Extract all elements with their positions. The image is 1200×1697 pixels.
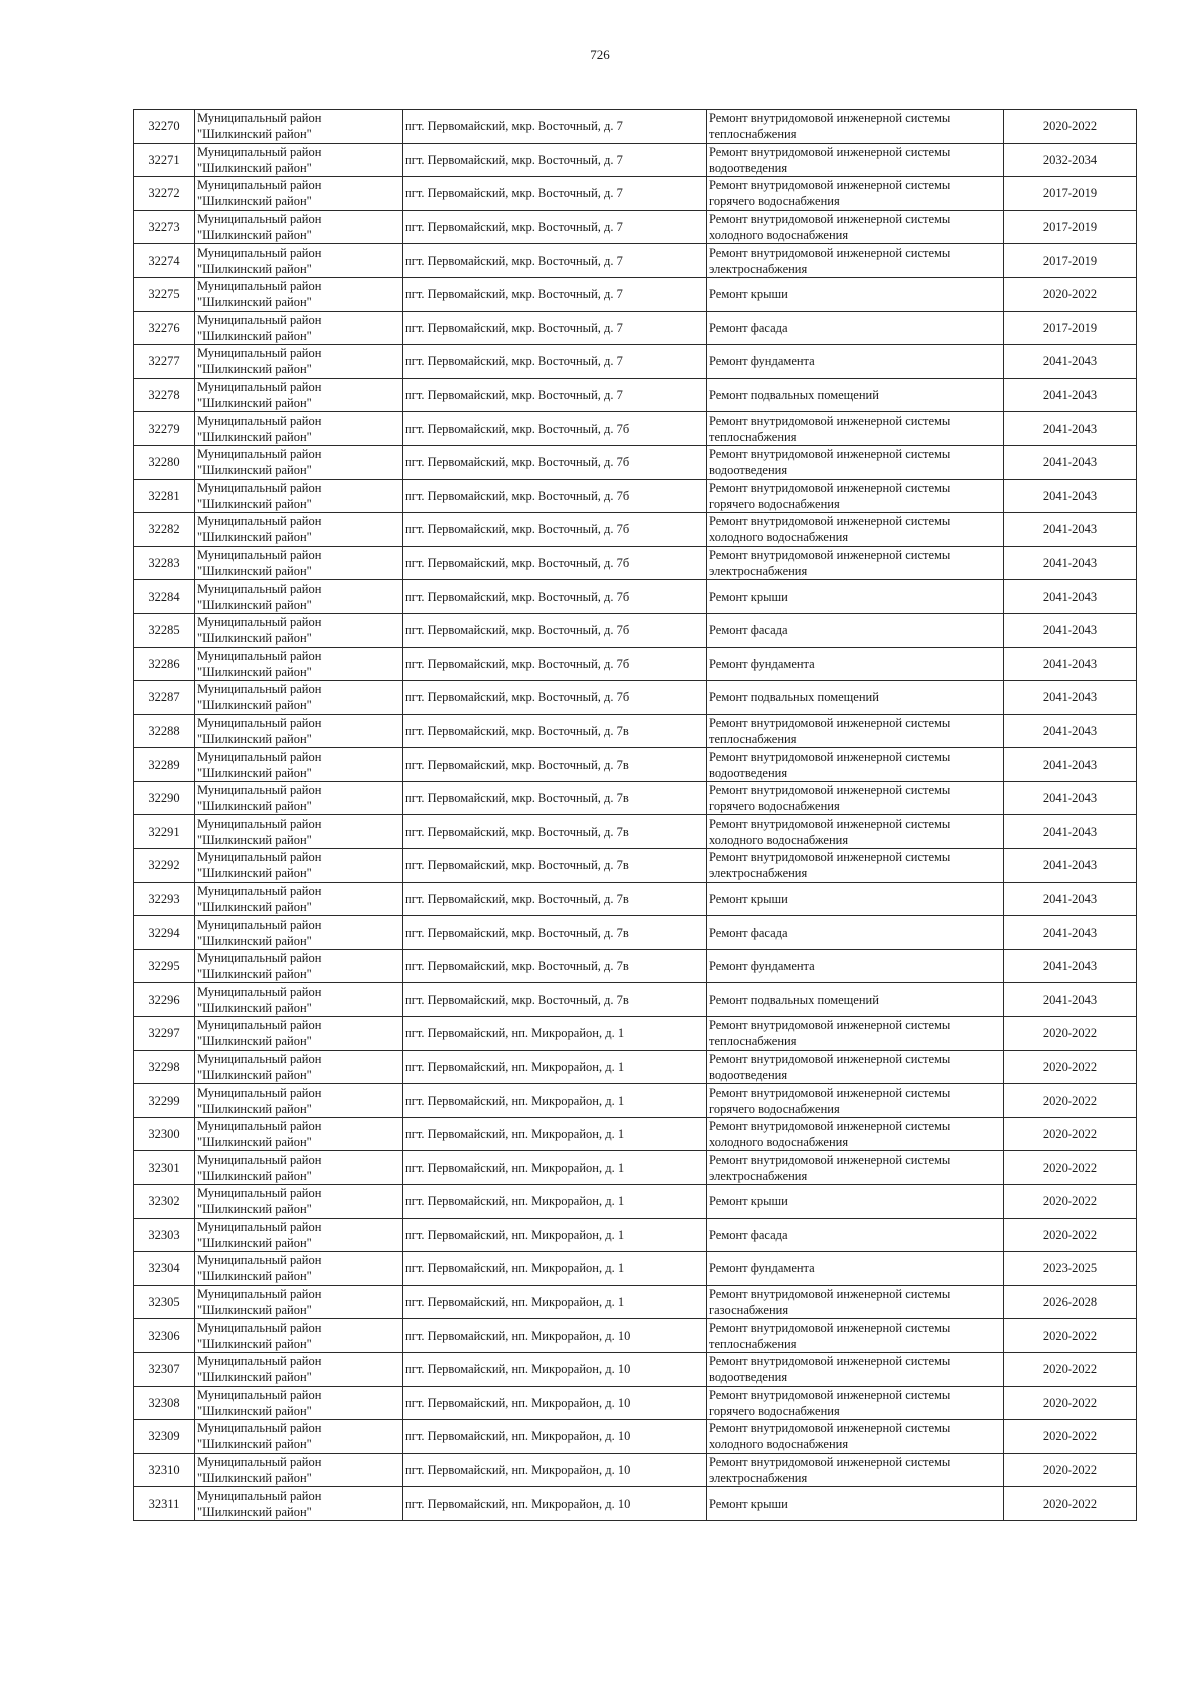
table-row: [134, 513, 1137, 547]
address-cell: пгт. Первомайский, мкр. Восточный, д. 7в: [403, 714, 707, 748]
table-row: [134, 815, 1137, 849]
table-row: [134, 781, 1137, 815]
municipality-cell: Муниципальный район "Шилкинский район": [195, 1252, 403, 1286]
municipality-cell: Муниципальный район "Шилкинский район": [195, 1319, 403, 1353]
work-type-cell: Ремонт внутридомовой инженерной системы электроснабжения: [707, 546, 1004, 580]
address-cell: пгт. Первомайский, мкр. Восточный, д. 7б: [403, 513, 707, 547]
row-number-cell: 32292: [134, 849, 195, 883]
period-cell: 2020-2022: [1004, 1117, 1137, 1151]
row-number-cell: 32296: [134, 983, 195, 1017]
table-row: [134, 580, 1137, 614]
work-type-cell: Ремонт внутридомовой инженерной системы холодного водоснабжения: [707, 210, 1004, 244]
period-cell: 2017-2019: [1004, 311, 1137, 345]
municipality-cell: Муниципальный район "Шилкинский район": [195, 1084, 403, 1118]
period-cell: 2020-2022: [1004, 1017, 1137, 1051]
address-cell: пгт. Первомайский, мкр. Восточный, д. 7б: [403, 479, 707, 513]
row-number-cell: 32301: [134, 1151, 195, 1185]
municipality-cell: Муниципальный район "Шилкинский район": [195, 546, 403, 580]
address-cell: пгт. Первомайский, нп. Микрорайон, д. 10: [403, 1319, 707, 1353]
address-cell: пгт. Первомайский, нп. Микрорайон, д. 10: [403, 1420, 707, 1454]
work-type-cell: Ремонт фундамента: [707, 647, 1004, 681]
municipality-cell: Муниципальный район "Шилкинский район": [195, 849, 403, 883]
row-number-cell: 32278: [134, 378, 195, 412]
address-cell: пгт. Первомайский, мкр. Восточный, д. 7: [403, 378, 707, 412]
period-cell: 2041-2043: [1004, 412, 1137, 446]
address-cell: пгт. Первомайский, мкр. Восточный, д. 7в: [403, 916, 707, 950]
table-row: [134, 1084, 1137, 1118]
row-number-cell: 32270: [134, 110, 195, 144]
table-row: [134, 1487, 1137, 1521]
municipality-cell: Муниципальный район "Шилкинский район": [195, 277, 403, 311]
row-number-cell: 32277: [134, 345, 195, 379]
period-cell: 2017-2019: [1004, 244, 1137, 278]
work-type-cell: Ремонт внутридомовой инженерной системы холодного водоснабжения: [707, 513, 1004, 547]
municipality-cell: Муниципальный район "Шилкинский район": [195, 445, 403, 479]
work-type-cell: Ремонт внутридомовой инженерной системы водоотведения: [707, 445, 1004, 479]
municipality-cell: Муниципальный район "Шилкинский район": [195, 1420, 403, 1454]
address-cell: пгт. Первомайский, мкр. Восточный, д. 7: [403, 177, 707, 211]
municipality-cell: Муниципальный район "Шилкинский район": [195, 714, 403, 748]
table-row: [134, 1285, 1137, 1319]
table-row: [134, 1151, 1137, 1185]
address-cell: пгт. Первомайский, нп. Микрорайон, д. 1: [403, 1050, 707, 1084]
table-row: [134, 378, 1137, 412]
period-cell: 2020-2022: [1004, 1420, 1137, 1454]
work-type-cell: Ремонт фасада: [707, 613, 1004, 647]
work-type-cell: Ремонт крыши: [707, 882, 1004, 916]
table-row: [134, 849, 1137, 883]
work-type-cell: Ремонт внутридомовой инженерной системы теплоснабжения: [707, 714, 1004, 748]
address-cell: пгт. Первомайский, мкр. Восточный, д. 7б: [403, 613, 707, 647]
table-row: [134, 647, 1137, 681]
row-number-cell: 32286: [134, 647, 195, 681]
work-type-cell: Ремонт внутридомовой инженерной системы холодного водоснабжения: [707, 815, 1004, 849]
period-cell: 2041-2043: [1004, 513, 1137, 547]
address-cell: пгт. Первомайский, мкр. Восточный, д. 7: [403, 345, 707, 379]
work-type-cell: Ремонт подвальных помещений: [707, 378, 1004, 412]
table-row: [134, 1352, 1137, 1386]
municipality-cell: Муниципальный район "Шилкинский район": [195, 1117, 403, 1151]
period-cell: 2032-2034: [1004, 143, 1137, 177]
table-row: [134, 445, 1137, 479]
period-cell: 2020-2022: [1004, 1050, 1137, 1084]
municipality-cell: Муниципальный район "Шилкинский район": [195, 244, 403, 278]
period-cell: 2020-2022: [1004, 1487, 1137, 1521]
period-cell: 2041-2043: [1004, 580, 1137, 614]
work-type-cell: Ремонт внутридомовой инженерной системы теплоснабжения: [707, 110, 1004, 144]
row-number-cell: 32283: [134, 546, 195, 580]
address-cell: пгт. Первомайский, мкр. Восточный, д. 7в: [403, 882, 707, 916]
period-cell: 2020-2022: [1004, 110, 1137, 144]
page-number: 726: [590, 47, 610, 62]
row-number-cell: 32274: [134, 244, 195, 278]
address-cell: пгт. Первомайский, мкр. Восточный, д. 7б: [403, 647, 707, 681]
table-row: [134, 143, 1137, 177]
address-cell: пгт. Первомайский, нп. Микрорайон, д. 10: [403, 1386, 707, 1420]
table-row: [134, 748, 1137, 782]
work-type-cell: Ремонт подвальных помещений: [707, 681, 1004, 715]
work-type-cell: Ремонт крыши: [707, 277, 1004, 311]
work-type-cell: Ремонт внутридомовой инженерной системы электроснабжения: [707, 244, 1004, 278]
work-type-cell: Ремонт подвальных помещений: [707, 983, 1004, 1017]
table-row: [134, 110, 1137, 144]
address-cell: пгт. Первомайский, нп. Микрорайон, д. 10: [403, 1352, 707, 1386]
period-cell: 2041-2043: [1004, 714, 1137, 748]
period-cell: 2026-2028: [1004, 1285, 1137, 1319]
row-number-cell: 32306: [134, 1319, 195, 1353]
period-cell: 2041-2043: [1004, 681, 1137, 715]
row-number-cell: 32307: [134, 1352, 195, 1386]
period-cell: 2020-2022: [1004, 1352, 1137, 1386]
address-cell: пгт. Первомайский, нп. Микрорайон, д. 1: [403, 1084, 707, 1118]
period-cell: 2041-2043: [1004, 949, 1137, 983]
row-number-cell: 32279: [134, 412, 195, 446]
row-number-cell: 32271: [134, 143, 195, 177]
work-type-cell: Ремонт внутридомовой инженерной системы электроснабжения: [707, 1151, 1004, 1185]
work-type-cell: Ремонт фасада: [707, 916, 1004, 950]
work-type-cell: Ремонт внутридомовой инженерной системы холодного водоснабжения: [707, 1117, 1004, 1151]
period-cell: 2041-2043: [1004, 916, 1137, 950]
row-number-cell: 32309: [134, 1420, 195, 1454]
row-number-cell: 32310: [134, 1453, 195, 1487]
municipality-cell: Муниципальный район "Шилкинский район": [195, 647, 403, 681]
address-cell: пгт. Первомайский, мкр. Восточный, д. 7в: [403, 815, 707, 849]
address-cell: пгт. Первомайский, мкр. Восточный, д. 7б: [403, 580, 707, 614]
row-number-cell: 32305: [134, 1285, 195, 1319]
work-type-cell: Ремонт фасада: [707, 1218, 1004, 1252]
address-cell: пгт. Первомайский, мкр. Восточный, д. 7: [403, 110, 707, 144]
period-cell: 2020-2022: [1004, 1185, 1137, 1219]
address-cell: пгт. Первомайский, мкр. Восточный, д. 7б: [403, 412, 707, 446]
table-row: [134, 479, 1137, 513]
work-type-cell: Ремонт внутридомовой инженерной системы водоотведения: [707, 143, 1004, 177]
table-row: [134, 311, 1137, 345]
period-cell: 2023-2025: [1004, 1252, 1137, 1286]
address-cell: пгт. Первомайский, нп. Микрорайон, д. 10: [403, 1487, 707, 1521]
period-cell: 2041-2043: [1004, 647, 1137, 681]
table-row: [134, 949, 1137, 983]
work-type-cell: Ремонт внутридомовой инженерной системы электроснабжения: [707, 1453, 1004, 1487]
work-type-cell: Ремонт внутридомовой инженерной системы горячего водоснабжения: [707, 1084, 1004, 1118]
work-type-cell: Ремонт крыши: [707, 1185, 1004, 1219]
table-row: [134, 244, 1137, 278]
address-cell: пгт. Первомайский, мкр. Восточный, д. 7: [403, 277, 707, 311]
period-cell: 2041-2043: [1004, 445, 1137, 479]
municipality-cell: Муниципальный район "Шилкинский район": [195, 210, 403, 244]
address-cell: пгт. Первомайский, нп. Микрорайон, д. 1: [403, 1218, 707, 1252]
municipality-cell: Муниципальный район "Шилкинский район": [195, 815, 403, 849]
address-cell: пгт. Первомайский, нп. Микрорайон, д. 1: [403, 1117, 707, 1151]
municipality-cell: Муниципальный район "Шилкинский район": [195, 1185, 403, 1219]
work-type-cell: Ремонт внутридомовой инженерной системы электроснабжения: [707, 849, 1004, 883]
address-cell: пгт. Первомайский, нп. Микрорайон, д. 1: [403, 1017, 707, 1051]
row-number-cell: 32289: [134, 748, 195, 782]
municipality-cell: Муниципальный район "Шилкинский район": [195, 345, 403, 379]
municipality-cell: Муниципальный район "Шилкинский район": [195, 1017, 403, 1051]
row-number-cell: 32299: [134, 1084, 195, 1118]
work-type-cell: Ремонт крыши: [707, 580, 1004, 614]
period-cell: 2020-2022: [1004, 1453, 1137, 1487]
municipality-cell: Муниципальный район "Шилкинский район": [195, 613, 403, 647]
row-number-cell: 32294: [134, 916, 195, 950]
period-cell: 2020-2022: [1004, 1084, 1137, 1118]
table-row: [134, 681, 1137, 715]
period-cell: 2017-2019: [1004, 210, 1137, 244]
municipality-cell: Муниципальный район "Шилкинский район": [195, 110, 403, 144]
row-number-cell: 32300: [134, 1117, 195, 1151]
address-cell: пгт. Первомайский, нп. Микрорайон, д. 1: [403, 1252, 707, 1286]
work-type-cell: Ремонт фундамента: [707, 1252, 1004, 1286]
period-cell: 2020-2022: [1004, 277, 1137, 311]
table-row: [134, 882, 1137, 916]
period-cell: 2041-2043: [1004, 613, 1137, 647]
municipality-cell: Муниципальный район "Шилкинский район": [195, 1352, 403, 1386]
row-number-cell: 32311: [134, 1487, 195, 1521]
period-cell: 2020-2022: [1004, 1151, 1137, 1185]
municipality-cell: Муниципальный район "Шилкинский район": [195, 916, 403, 950]
row-number-cell: 32281: [134, 479, 195, 513]
row-number-cell: 32285: [134, 613, 195, 647]
row-number-cell: 32297: [134, 1017, 195, 1051]
work-type-cell: Ремонт крыши: [707, 1487, 1004, 1521]
municipality-cell: Муниципальный район "Шилкинский район": [195, 1218, 403, 1252]
table-row: [134, 546, 1137, 580]
municipality-cell: Муниципальный район "Шилкинский район": [195, 479, 403, 513]
row-number-cell: 32282: [134, 513, 195, 547]
table-row: [134, 1017, 1137, 1051]
municipality-cell: Муниципальный район "Шилкинский район": [195, 949, 403, 983]
row-number-cell: 32291: [134, 815, 195, 849]
work-type-cell: Ремонт фундамента: [707, 345, 1004, 379]
work-type-cell: Ремонт внутридомовой инженерной системы водоотведения: [707, 748, 1004, 782]
municipality-cell: Муниципальный район "Шилкинский район": [195, 513, 403, 547]
table-row: [134, 613, 1137, 647]
work-type-cell: Ремонт внутридомовой инженерной системы газоснабжения: [707, 1285, 1004, 1319]
address-cell: пгт. Первомайский, нп. Микрорайон, д. 1: [403, 1185, 707, 1219]
work-type-cell: Ремонт внутридомовой инженерной системы теплоснабжения: [707, 1017, 1004, 1051]
row-number-cell: 32304: [134, 1252, 195, 1286]
table-row: [134, 1386, 1137, 1420]
municipality-cell: Муниципальный район "Шилкинский район": [195, 748, 403, 782]
address-cell: пгт. Первомайский, мкр. Восточный, д. 7б: [403, 445, 707, 479]
table-row: [134, 1185, 1137, 1219]
table-row: [134, 1218, 1137, 1252]
table-row: [134, 277, 1137, 311]
period-cell: 2041-2043: [1004, 815, 1137, 849]
period-cell: 2041-2043: [1004, 983, 1137, 1017]
work-type-cell: Ремонт внутридомовой инженерной системы горячего водоснабжения: [707, 1386, 1004, 1420]
municipality-cell: Муниципальный район "Шилкинский район": [195, 1050, 403, 1084]
address-cell: пгт. Первомайский, мкр. Восточный, д. 7в: [403, 983, 707, 1017]
table-row: [134, 1050, 1137, 1084]
work-type-cell: Ремонт внутридомовой инженерной системы теплоснабжения: [707, 1319, 1004, 1353]
table-row: [134, 345, 1137, 379]
address-cell: пгт. Первомайский, мкр. Восточный, д. 7в: [403, 748, 707, 782]
row-number-cell: 32303: [134, 1218, 195, 1252]
table-row: [134, 1319, 1137, 1353]
repair-schedule-table: [133, 109, 1137, 1521]
period-cell: 2041-2043: [1004, 748, 1137, 782]
period-cell: 2041-2043: [1004, 781, 1137, 815]
table-row: [134, 412, 1137, 446]
municipality-cell: Муниципальный район "Шилкинский район": [195, 1453, 403, 1487]
table-row: [134, 714, 1137, 748]
table-row: [134, 983, 1137, 1017]
address-cell: пгт. Первомайский, мкр. Восточный, д. 7б: [403, 546, 707, 580]
period-cell: 2041-2043: [1004, 882, 1137, 916]
work-type-cell: Ремонт внутридомовой инженерной системы холодного водоснабжения: [707, 1420, 1004, 1454]
row-number-cell: 32295: [134, 949, 195, 983]
address-cell: пгт. Первомайский, мкр. Восточный, д. 7: [403, 143, 707, 177]
row-number-cell: 32298: [134, 1050, 195, 1084]
address-cell: пгт. Первомайский, мкр. Восточный, д. 7в: [403, 849, 707, 883]
row-number-cell: 32308: [134, 1386, 195, 1420]
municipality-cell: Муниципальный район "Шилкинский район": [195, 311, 403, 345]
period-cell: 2041-2043: [1004, 378, 1137, 412]
municipality-cell: Муниципальный район "Шилкинский район": [195, 882, 403, 916]
period-cell: 2020-2022: [1004, 1386, 1137, 1420]
table-row: [134, 1117, 1137, 1151]
table-row: [134, 177, 1137, 211]
municipality-cell: Муниципальный район "Шилкинский район": [195, 177, 403, 211]
period-cell: 2041-2043: [1004, 849, 1137, 883]
municipality-cell: Муниципальный район "Шилкинский район": [195, 412, 403, 446]
period-cell: 2020-2022: [1004, 1218, 1137, 1252]
municipality-cell: Муниципальный район "Шилкинский район": [195, 378, 403, 412]
period-cell: 2041-2043: [1004, 345, 1137, 379]
work-type-cell: Ремонт фундамента: [707, 949, 1004, 983]
table-body: [134, 110, 1137, 1521]
work-type-cell: Ремонт внутридомовой инженерной системы водоотведения: [707, 1352, 1004, 1386]
work-type-cell: Ремонт внутридомовой инженерной системы горячего водоснабжения: [707, 781, 1004, 815]
table-row: [134, 1453, 1137, 1487]
period-cell: 2020-2022: [1004, 1319, 1137, 1353]
address-cell: пгт. Первомайский, мкр. Восточный, д. 7в: [403, 781, 707, 815]
row-number-cell: 32284: [134, 580, 195, 614]
row-number-cell: 32287: [134, 681, 195, 715]
address-cell: пгт. Первомайский, нп. Микрорайон, д. 1: [403, 1285, 707, 1319]
municipality-cell: Муниципальный район "Шилкинский район": [195, 1386, 403, 1420]
address-cell: пгт. Первомайский, мкр. Восточный, д. 7: [403, 244, 707, 278]
table-row: [134, 210, 1137, 244]
municipality-cell: Муниципальный район "Шилкинский район": [195, 580, 403, 614]
address-cell: пгт. Первомайский, мкр. Восточный, д. 7б: [403, 681, 707, 715]
work-type-cell: Ремонт внутридомовой инженерной системы водоотведения: [707, 1050, 1004, 1084]
municipality-cell: Муниципальный район "Шилкинский район": [195, 781, 403, 815]
address-cell: пгт. Первомайский, нп. Микрорайон, д. 1: [403, 1151, 707, 1185]
table-row: [134, 1420, 1137, 1454]
period-cell: 2041-2043: [1004, 479, 1137, 513]
row-number-cell: 32276: [134, 311, 195, 345]
table-row: [134, 916, 1137, 950]
municipality-cell: Муниципальный район "Шилкинский район": [195, 1487, 403, 1521]
row-number-cell: 32275: [134, 277, 195, 311]
row-number-cell: 32302: [134, 1185, 195, 1219]
address-cell: пгт. Первомайский, мкр. Восточный, д. 7в: [403, 949, 707, 983]
period-cell: 2041-2043: [1004, 546, 1137, 580]
work-type-cell: Ремонт внутридомовой инженерной системы горячего водоснабжения: [707, 177, 1004, 211]
row-number-cell: 32288: [134, 714, 195, 748]
municipality-cell: Муниципальный район "Шилкинский район": [195, 1285, 403, 1319]
row-number-cell: 32293: [134, 882, 195, 916]
address-cell: пгт. Первомайский, мкр. Восточный, д. 7: [403, 311, 707, 345]
row-number-cell: 32290: [134, 781, 195, 815]
work-type-cell: Ремонт внутридомовой инженерной системы теплоснабжения: [707, 412, 1004, 446]
work-type-cell: Ремонт внутридомовой инженерной системы горячего водоснабжения: [707, 479, 1004, 513]
row-number-cell: 32272: [134, 177, 195, 211]
row-number-cell: 32273: [134, 210, 195, 244]
address-cell: пгт. Первомайский, мкр. Восточный, д. 7: [403, 210, 707, 244]
table-row: [134, 1252, 1137, 1286]
row-number-cell: 32280: [134, 445, 195, 479]
period-cell: 2017-2019: [1004, 177, 1137, 211]
municipality-cell: Муниципальный район "Шилкинский район": [195, 681, 403, 715]
municipality-cell: Муниципальный район "Шилкинский район": [195, 983, 403, 1017]
address-cell: пгт. Первомайский, нп. Микрорайон, д. 10: [403, 1453, 707, 1487]
municipality-cell: Муниципальный район "Шилкинский район": [195, 1151, 403, 1185]
municipality-cell: Муниципальный район "Шилкинский район": [195, 143, 403, 177]
work-type-cell: Ремонт фасада: [707, 311, 1004, 345]
